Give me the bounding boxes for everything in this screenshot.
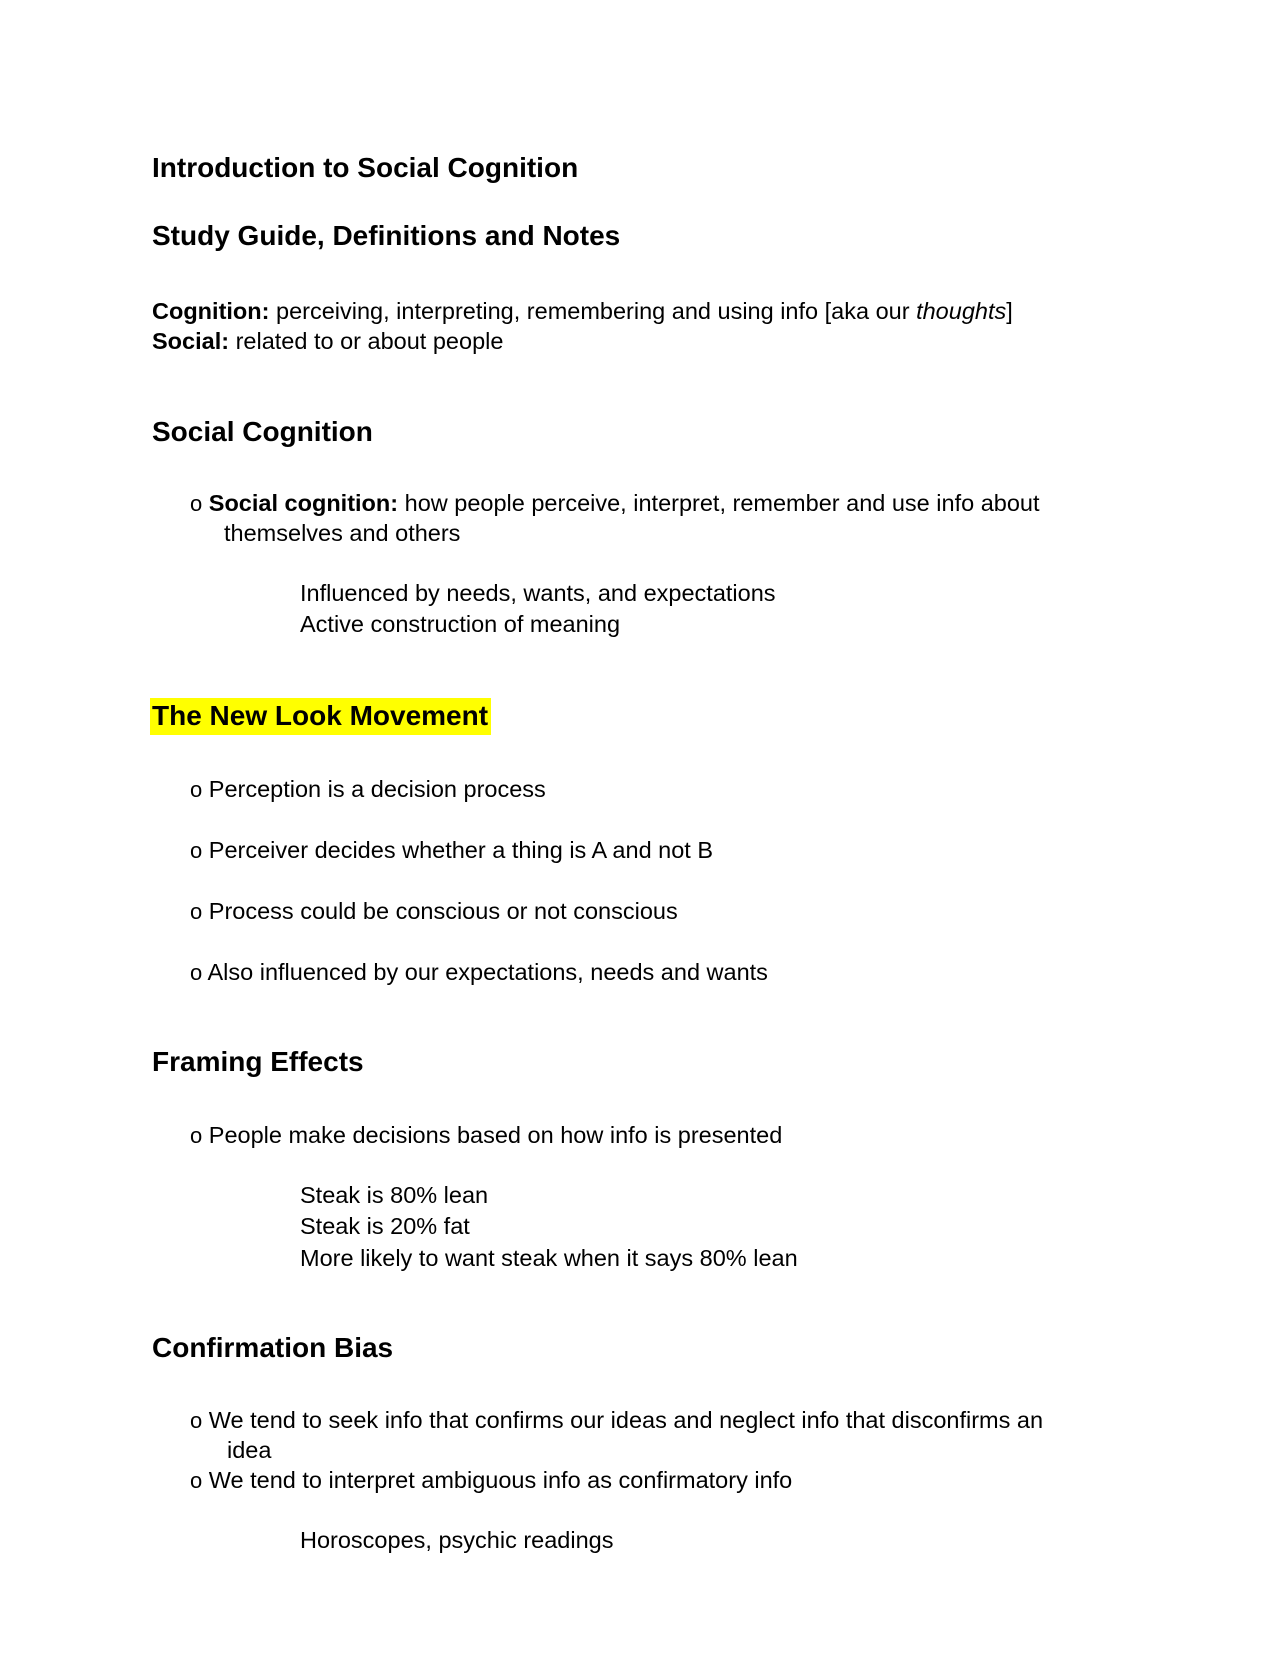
section-heading-social-cognition: Social Cognition	[152, 416, 373, 447]
sub-item: Influenced by needs, wants, and expectations	[300, 580, 776, 606]
list-item-continuation: idea	[227, 1437, 272, 1463]
bullet-marker: o	[190, 1123, 203, 1148]
list-item	[190, 488, 1040, 519]
bullet-marker: o	[190, 838, 203, 863]
list-item	[190, 835, 713, 866]
list-item-text: how people perceive, interpret, remember and use info about	[398, 490, 1040, 516]
sub-item: Steak is 20% fat	[300, 1213, 470, 1239]
bullet-marker: o	[190, 1408, 203, 1433]
list-item-text: Also influenced by our expectations, needs and wants	[207, 959, 768, 985]
section-heading-framing: Framing Effects	[152, 1046, 364, 1077]
list-item	[190, 1120, 782, 1151]
definition-text: perceiving, interpreting, remembering and using info [aka our	[269, 298, 917, 324]
list-item	[190, 1405, 1043, 1436]
list-item-text: Perceiver decides whether a thing is A and not B	[208, 837, 714, 863]
definition-social	[152, 326, 503, 356]
definition-term: Cognition:	[152, 298, 270, 324]
page-subtitle: Study Guide, Definitions and Notes	[152, 220, 621, 251]
bullet-marker: o	[190, 899, 203, 924]
bullet-marker: o	[190, 960, 203, 985]
list-item-text: We tend to seek info that confirms our ideas and neglect info that disconfirms an	[208, 1407, 1044, 1433]
list-item-text: Perception is a decision process	[208, 776, 546, 802]
list-item	[190, 957, 768, 988]
list-item-continuation: themselves and others	[224, 520, 461, 546]
definition-term: Social:	[152, 328, 230, 354]
bullet-marker: o	[190, 1468, 203, 1493]
bullet-marker: o	[190, 777, 203, 802]
definition-italic: thoughts	[916, 298, 1007, 324]
definition-cognition	[152, 296, 1013, 326]
section-heading-confirmation: Confirmation Bias	[152, 1332, 394, 1363]
sub-item: More likely to want steak when it says 80% lean	[300, 1245, 798, 1271]
list-item-text: People make decisions based on how info is presented	[208, 1122, 783, 1148]
definition-text: related to or about people	[229, 328, 504, 354]
list-item	[190, 896, 678, 927]
list-item-text: Process could be conscious or not conscious	[208, 898, 678, 924]
sub-item: Active construction of meaning	[300, 611, 621, 637]
section-heading-new-look	[150, 700, 491, 732]
definition-text-end: ]	[1006, 298, 1013, 324]
page-title: Introduction to Social Cognition	[152, 152, 579, 183]
list-item-term: Social cognition:	[208, 490, 399, 516]
list-item-text: We tend to interpret ambiguous info as confirmatory info	[208, 1467, 793, 1493]
sub-item: Horoscopes, psychic readings	[300, 1527, 614, 1553]
sub-item: Steak is 80% lean	[300, 1182, 489, 1208]
list-item	[190, 774, 546, 805]
bullet-marker: o	[190, 491, 203, 516]
highlighted-heading: The New Look Movement	[150, 698, 491, 735]
list-item	[190, 1465, 792, 1496]
